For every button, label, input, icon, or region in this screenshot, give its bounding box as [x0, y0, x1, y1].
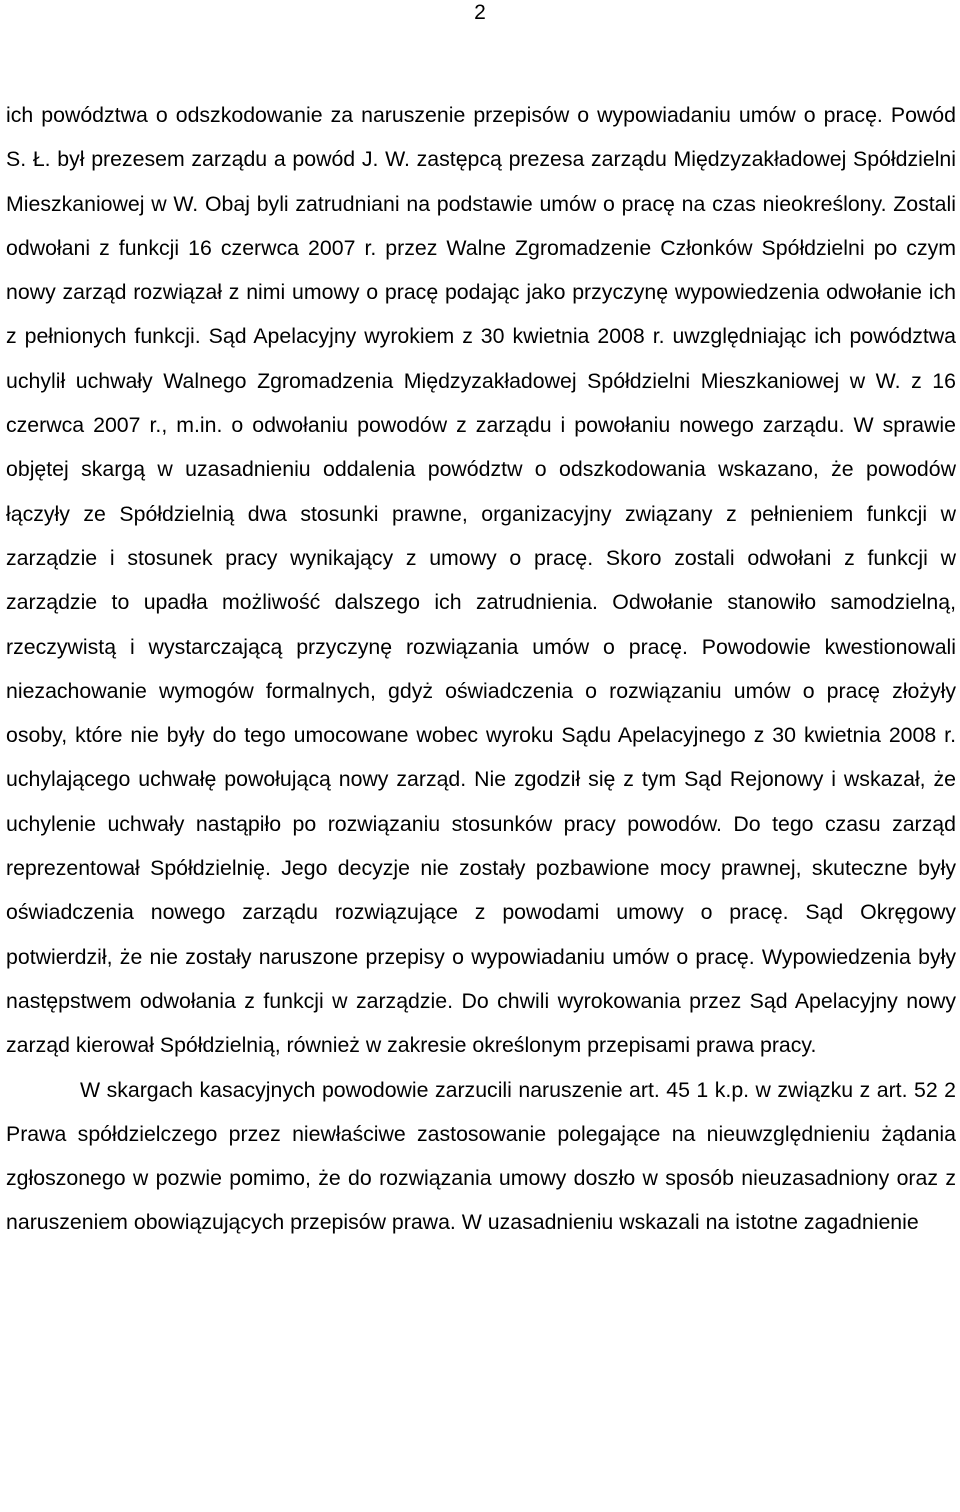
paragraph-2: W skargach kasacyjnych powodowie zarzucili naruszenie art. 45 1 k.p. w związku z art. 52 2 Prawa spółdzielczego przez niewłaściwe zastosowanie polegające na nieuwzględnieniu żądania zgłoszonego w pozwie pomimo, że do rozwiązania umowy doszło w sposób nieuzasadniony oraz z naruszeniem obowiązujących przepisów prawa. W uzasadnieniu wskazali na istotne zagadnienie — [6, 1077, 956, 1235]
page-number: 2 — [474, 1, 486, 24]
paragraph-1: ich powództwa o odszkodowanie za naruszenie przepisów o wypowiadaniu umów o pracę. Powód S. Ł. był prezesem zarządu a powód J. W. zastępcą prezesa zarządu Międzyzakładowej Spółdzielni Mieszkaniowej w W. Obaj byli zatrudniani na podstawie umów o pracę na czas nieokreślony. Zostali odwołani z funkcji 16 czerwca 2007 r. przez Walne Zgromadzenie Członków Spółdzielni po czym nowy zarząd rozwiązał z nimi umowy o pracę podając jako przyczynę wypowiedzenia odwołanie ich z pełnionych funkcji. Sąd Apelacyjny wyrokiem z 30 kwietnia 2008 r. uwzględniając ich powództwa uchylił uchwały Walnego Zgromadzenia Międzyzakładowej Spółdzielni Mieszkaniowej w W. z 16 czerwca 2007 r., m.in. o odwołaniu powodów z zarządu i powołaniu nowego zarządu. W sprawie objętej skargą w uzasadnieniu oddalenia powództw o odszkodowania wskazano, że powodów łączyły ze Spółdzielnią dwa stosunki prawne, organizacyjny związany z pełnieniem funkcji w zarządzie i stosunek pracy wynikający z umowy o pracę. Skoro zostali odwołani z funkcji w zarządzie to upadła możliwość dalszego ich zatrudnienia. Odwołanie stanowiło samodzielną, rzeczywistą i wystarczającą przyczynę rozwiązania umów o pracę. Powodowie kwestionowali niezachowanie wymogów formalnych, gdyż oświadczenia o rozwiązaniu umów o pracę złożyły osoby, które nie były do tego umocowane wobec wyroku Sądu Apelacyjnego z 30 kwietnia 2008 r. uchylającego uchwałę powołującą nowy zarząd. Nie zgodził się z tym Sąd Rejonowy i wskazał, że uchylenie uchwały nastąpiło po rozwiązaniu stosunków pracy powodów. Do tego czasu zarząd reprezentował Spółdzielnię. Jego decyzje nie zostały pozbawione mocy prawnej, skuteczne były oświadczenia nowego zarządu rozwiązujące z powodami umowy o pracę. Sąd Okręgowy potwierdził, że nie zostały naruszone przepisy o wypowiadaniu umów o pracę. Wypowiedzenia były następstwem odwołania z funkcji w zarządzie. Do chwili wyrokowania przez Sąd Apelacyjny nowy zarząd kierował Spółdzielnią, również w zakresie określonym przepisami prawa pracy. — [6, 103, 956, 1058]
document-body — [6, 93, 956, 1245]
